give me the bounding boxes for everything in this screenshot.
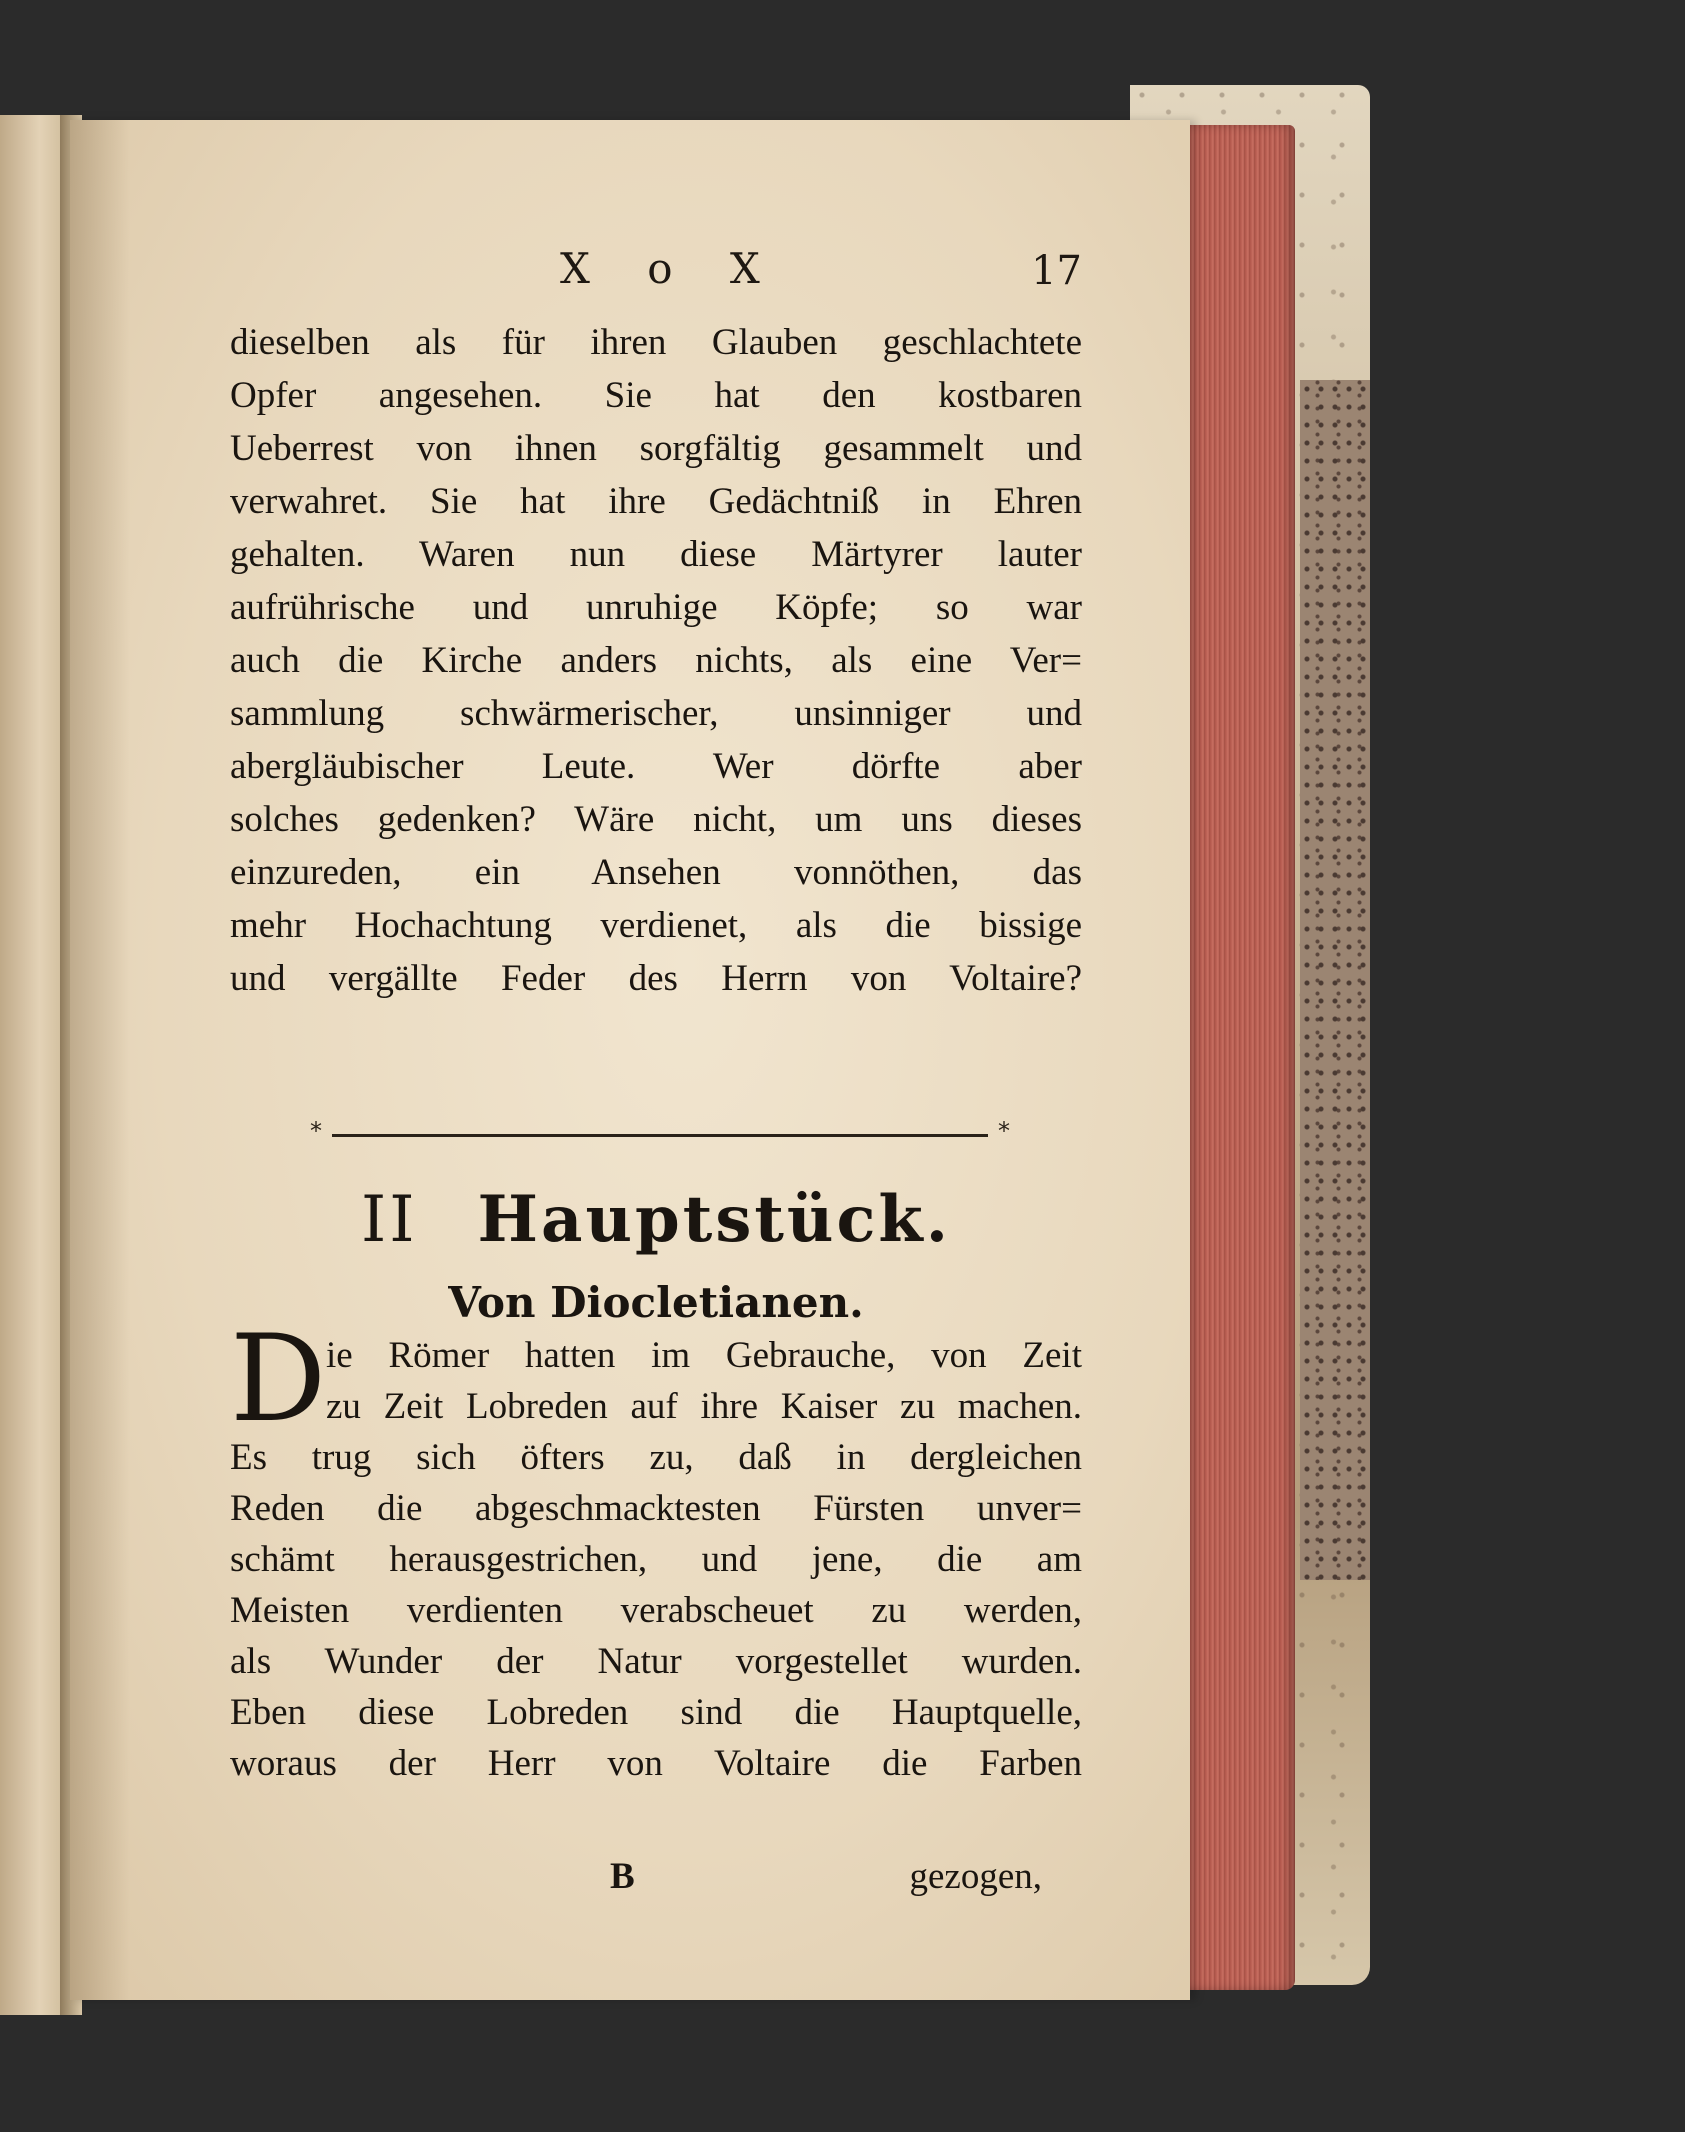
asterisk-icon: *: [998, 1117, 1010, 1145]
page-footer: [230, 1855, 1082, 1905]
text-line: verwahret. Sie hat ihre Gedächtniß in Ehren: [230, 481, 1082, 522]
text-line: solches gedenken? Wäre nicht, um uns dieses: [230, 799, 1082, 840]
body-paragraph: [230, 316, 1082, 1005]
text-line: aufrührische und unruhige Köpfe; so war: [230, 587, 1082, 628]
text-line: schämt herausgestrichen, und jene, die am: [230, 1539, 1082, 1580]
page-block-edges: [1180, 125, 1295, 1990]
chapter-subtitle: Von Diocletianen.: [448, 1278, 864, 1327]
text-line: als Wunder der Natur vorgestellet wurden.: [230, 1641, 1082, 1682]
text-line: mehr Hochachtung verdienet, als die bissige: [230, 905, 1082, 946]
text-line: Eben diese Lobreden sind die Hauptquelle,: [230, 1692, 1082, 1733]
marbled-cover-paper: [1300, 380, 1370, 1580]
chapter-paragraph: [230, 1310, 1082, 1789]
catchword: gezogen,: [909, 1856, 1042, 1897]
drop-cap: D: [230, 1310, 327, 1449]
text-line: abergläubischer Leute. Wer dörfte aber: [230, 746, 1082, 787]
text-line: Opfer angesehen. Sie hat den kostbaren: [230, 375, 1082, 416]
text-line: einzureden, ein Ansehen vonnöthen, das: [230, 852, 1082, 893]
text-line: Ueberrest von ihnen sorgfältig gesammelt und: [230, 428, 1082, 469]
text-line: Reden die abgeschmacktesten Fürsten unver=: [230, 1488, 1082, 1529]
text-line: woraus der Herr von Voltaire die Farben: [230, 1743, 1082, 1784]
text-line: gehalten. Waren nun diese Märtyrer lauter: [230, 534, 1082, 575]
text-line: ie Römer hatten im Gebrauche, von Zeit: [326, 1335, 1082, 1376]
text-line: Meisten verdienten verabscheuet zu werden,: [230, 1590, 1082, 1631]
section-divider: [310, 1117, 1010, 1145]
head-ornament: X o X: [560, 244, 782, 293]
asterisk-icon: *: [310, 1117, 322, 1145]
chapter-number: II: [360, 1183, 418, 1257]
text-line: sammlung schwärmerischer, unsinniger und: [230, 693, 1082, 734]
chapter-heading: [230, 1180, 1082, 1338]
page-number: 17: [1031, 248, 1082, 294]
signature-mark: B: [610, 1856, 635, 1897]
book-page: [70, 120, 1190, 2000]
text-line: dieselben als für ihren Glauben geschlachtete: [230, 322, 1082, 363]
running-head: [230, 244, 1082, 304]
text-line: zu Zeit Lobreden auf ihre Kaiser zu machen.: [326, 1386, 1082, 1427]
gutter-shadow: [70, 120, 130, 2000]
text-line: und vergällte Feder des Herrn von Voltaire?: [230, 958, 1082, 999]
divider-line: [332, 1134, 988, 1137]
text-line: Es trug sich öfters zu, daß in dergleichen: [230, 1437, 1082, 1478]
chapter-title-text: Hauptstück.: [477, 1182, 952, 1257]
text-line: auch die Kirche anders nichts, als eine Ver=: [230, 640, 1082, 681]
chapter-title: [230, 1180, 1082, 1260]
